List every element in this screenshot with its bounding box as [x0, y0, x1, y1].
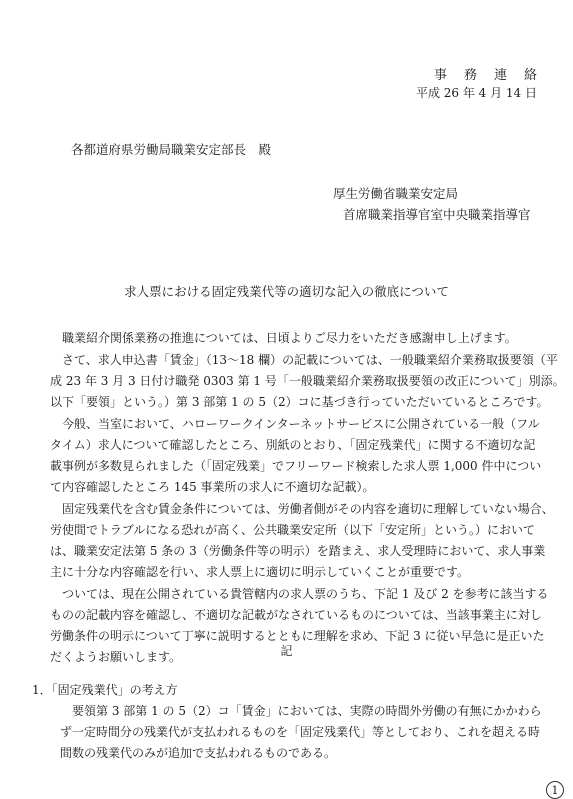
- addressee: 各都道府県労働局職業安定部長 殿: [71, 142, 272, 157]
- body-line: 成 23 年 3 月 3 日付け職発 0303 第 1 号「一般職業紹介業務取扱要領の改正について」別添。: [50, 374, 565, 388]
- body-line: ついては、現在公開されている貴管轄内の求人票のうち、下記 1 及び 2 を参考に該当する: [62, 587, 549, 601]
- body-line: 労使間でトラブルになる恐れが高く、公共職業安定所（以下「安定所」という。）において: [50, 523, 536, 537]
- section-1-line: 間数の残業代のみが追加で支払われるものである。: [60, 746, 337, 760]
- notice-type: 事務連絡: [433, 68, 554, 83]
- body-line: 載事例が多数見られました（「固定残業」でフリーワード検索した求人票 1,000 件中につい: [50, 459, 542, 473]
- body-line: は、職業安定法第 5 条の 3（労働条件等の明示）を踏まえ、求人受理時において、求人事業: [50, 544, 546, 558]
- sender-bureau: 厚生労働省職業安定局: [333, 186, 459, 201]
- body-line: て内容確認したところ 145 事業所の求人に不適切な記載）。: [50, 480, 375, 494]
- issue-date: 平成 26 年 4 月 14 日: [415, 86, 537, 100]
- body-line: だくようお願いします。: [50, 650, 182, 664]
- sender-office: 首席職業指導官室中央職業指導官: [343, 207, 531, 222]
- section-1-heading: 1．「固定残業代」の考え方: [32, 683, 178, 697]
- ki-heading: 記: [280, 644, 293, 658]
- body-line: 今般、当室において、ハローワークインターネットサービスに公開されている一般（フル: [62, 417, 540, 431]
- page-number: 1: [546, 781, 564, 799]
- body-line: 労働条件の明示について丁寧に説明するとともに理解を求め、下記 3 に従い早急に是正いた: [50, 629, 545, 643]
- body-line: ものの記載内容を確認し、不適切な記載がなされているものについては、当該事業主に対し: [50, 608, 542, 622]
- section-1-line: 要領第 3 部第 1 の 5（2）コ「賃金」においては、実際の時間外労働の有無にかかわら: [72, 704, 542, 718]
- section-1-line: ず一定時間分の残業代が支払われるものを「固定残業代」等としており、これを超える時: [60, 725, 541, 739]
- body-line: 固定残業代を含む賃金条件については、労働者側がその内容を適切に理解していない場合、: [62, 502, 554, 516]
- body-line: さて、求人申込書「賃金」（13～18 欄）の記載については、一般職業紹介業務取扱要領（平: [62, 353, 558, 367]
- body-line: 職業紹介関係業務の推進については、日頃よりご尽力をいただき感謝申し上げます。: [62, 331, 517, 345]
- document-title: 求人票における固定残業代等の適切な記入の徹底について: [124, 284, 449, 299]
- body-line: タイム）求人について確認したところ、別紙のとおり、「固定残業代」に関する不適切な記: [50, 438, 536, 452]
- body-line: 主に十分な内容確認を行い、求人票上に適切に明示していくことが重要です。: [50, 565, 470, 579]
- body-line: 以下「要領」という。）第 3 部第 1 の 5（2）コに基づき行っていただいているところです。: [50, 395, 549, 409]
